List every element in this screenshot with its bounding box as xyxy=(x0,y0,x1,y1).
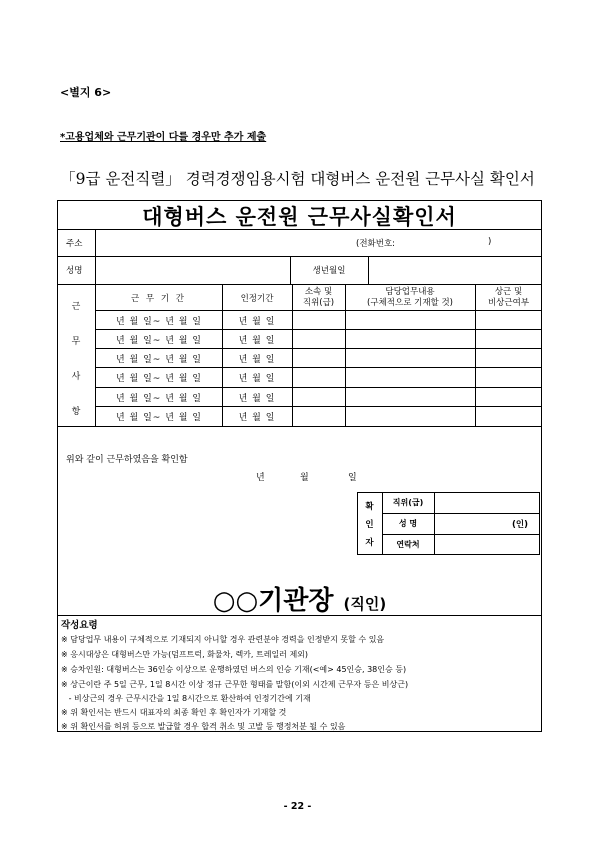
row-recognized: 년 월 일 xyxy=(238,413,276,423)
confirmer-name-label: 성 명 xyxy=(398,519,418,528)
annex-label: <별지 6> xyxy=(60,86,112,99)
confirm-text: 위와 같이 근무하였음을 확인함 xyxy=(66,455,188,465)
confirmer-position-label: 직위(급) xyxy=(392,498,424,507)
table-line xyxy=(382,534,540,535)
row-recognized: 년 월 일 xyxy=(238,394,276,404)
table-line xyxy=(382,513,540,514)
seal-mark: (인) xyxy=(512,520,528,530)
header-duty-1: 담당업무내용 xyxy=(385,287,435,297)
instruction-line: ※ 위 확인서는 반드시 대표자의 최종 확인 후 확인자가 기재할 것 xyxy=(61,708,287,717)
row-period: 년 월 일~ 년 월 일 xyxy=(115,374,202,384)
table-line xyxy=(57,426,542,427)
career-char: 무 xyxy=(71,337,81,347)
confirmer-char: 인 xyxy=(365,520,374,530)
header-affiliation-1: 소속 및 xyxy=(304,287,333,297)
instructions-title: 작성요령 xyxy=(61,620,98,631)
instruction-line: ※ 상근이란 주 5일 근무, 1일 8시간 이상 정규 근무한 형태를 말함(이외 시간제 근무자 등은 비상근) xyxy=(61,680,409,689)
row-recognized: 년 월 일 xyxy=(238,317,276,327)
row-period: 년 월 일~ 년 월 일 xyxy=(115,317,202,327)
row-period: 년 월 일~ 년 월 일 xyxy=(115,413,202,423)
instruction-line: ※ 담당업무 내용이 구체적으로 기재되지 아니할 경우 관련분야 경력을 인정받지 못할 수 있음 xyxy=(61,635,385,644)
career-char: 항 xyxy=(71,407,81,417)
page-number: - 22 - xyxy=(283,801,312,812)
row-recognized: 년 월 일 xyxy=(238,374,276,384)
name-label: 성명 xyxy=(66,266,83,276)
career-char: 사 xyxy=(71,372,81,382)
row-period: 년 월 일~ 년 월 일 xyxy=(115,394,202,404)
row-recognized: 년 월 일 xyxy=(238,336,276,346)
submission-note: *고용업체와 근무기관이 다를 경우만 추가 제출 xyxy=(60,132,267,143)
confirmer-char: 확 xyxy=(365,502,374,512)
table-line xyxy=(368,256,369,284)
form-title: 대형버스 운전원 근무사실확인서 xyxy=(142,205,457,229)
head-signature xyxy=(57,580,542,617)
date-month: 월 xyxy=(300,473,309,483)
career-char: 근 xyxy=(71,302,81,312)
header-period: 근 무 기 간 xyxy=(131,294,186,304)
instruction-line: - 비상근의 경우 근무시간을 1일 8시간으로 환산하여 인정기간에 기재 xyxy=(61,694,311,703)
row-period: 년 월 일~ 년 월 일 xyxy=(115,355,202,365)
header-duty-2: (구체적으로 기재할 것) xyxy=(367,298,453,308)
table-line xyxy=(57,229,542,230)
header-fulltime-1: 상근 및 xyxy=(494,287,523,297)
header-recognized: 인정기간 xyxy=(240,294,274,304)
official-stamp-label: (직인) xyxy=(343,595,387,613)
instruction-line: ※ 승차인원: 대형버스는 36인승 이상으로 운행하였던 버스의 인승 기재(<예> 45인승, 38인승 등) xyxy=(61,665,407,674)
date-day: 일 xyxy=(348,473,357,483)
head-title: ○○기관장 xyxy=(212,586,334,616)
date-year: 년 xyxy=(256,473,265,483)
instruction-line: ※ 위 확인서를 허위 등으로 발급할 경우 합격 취소 및 고발 등 행정처분 될 수 있음 xyxy=(61,722,346,731)
confirmer-char: 자 xyxy=(365,538,374,548)
birth-label: 생년월일 xyxy=(312,266,346,276)
row-period: 년 월 일~ 년 월 일 xyxy=(115,336,202,346)
row-recognized: 년 월 일 xyxy=(238,355,276,365)
header-fulltime-2: 비상근여부 xyxy=(487,298,530,308)
instruction-line: ※ 응시대상은 대형버스만 가능(덤프트럭, 화물차, 렉카, 트레일러 제외) xyxy=(61,650,309,659)
table-line xyxy=(57,256,542,257)
phone-label: (전화번호: xyxy=(356,239,396,249)
table-line xyxy=(434,492,435,555)
confirmer-contact-label: 연락처 xyxy=(396,540,420,549)
address-label: 주소 xyxy=(66,239,83,249)
phone-close: ) xyxy=(488,237,492,247)
header-affiliation-2: 직위(급) xyxy=(302,298,335,308)
document-title: 「9급 운전직렬」 경력경쟁임용시험 대형버스 운전원 근무사실 확인서 xyxy=(60,170,535,188)
